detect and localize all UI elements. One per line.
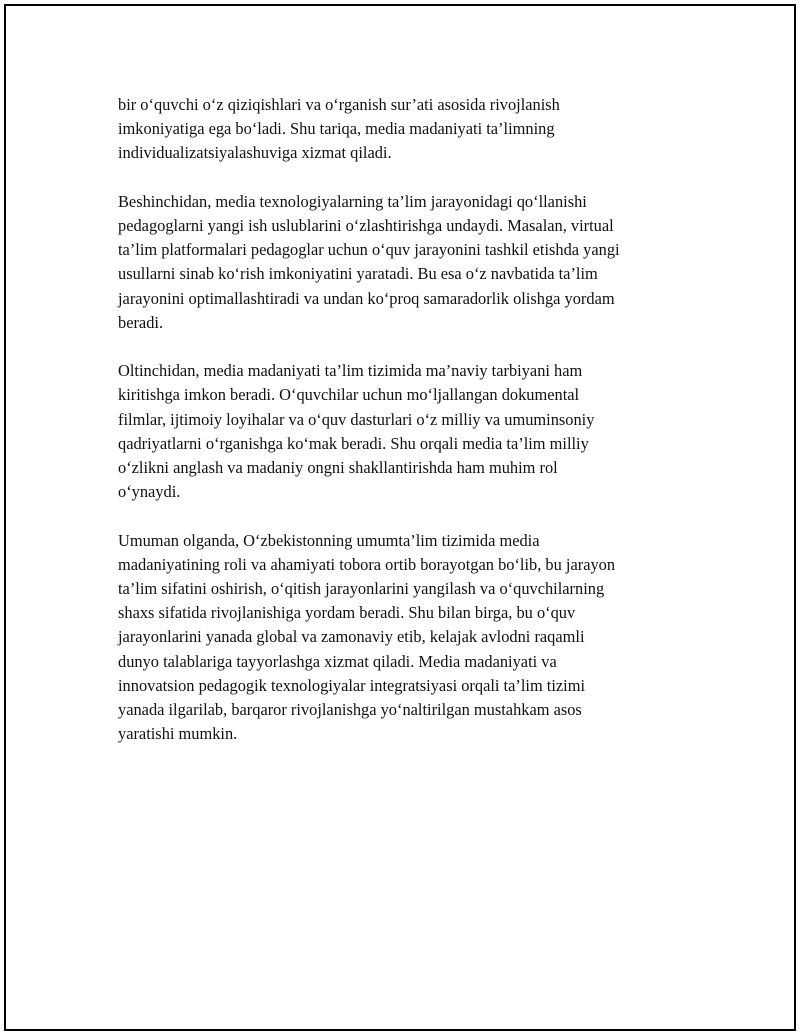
paragraph <box>118 529 693 747</box>
paragraph-line: pedagoglarni yangi ish uslublarini o‘zlashtirishga undaydi. Masalan, virtual <box>118 216 614 235</box>
paragraph-line: ta’lim platformalari pedagoglar uchun o‘quv jarayonini tashkil etishda yangi <box>118 240 620 260</box>
paragraph-line: innovatsion pedagogik texnologiyalar integratsiyasi orqali ta’lim tizimi <box>118 675 586 695</box>
paragraph-line: imkoniyatiga ega bo‘ladi. Shu tariqa, media madaniyati ta’limning <box>118 119 555 139</box>
paragraph-line: shaxs sifatida rivojlanishiga yordam beradi. Shu bilan birga, bu o‘quv <box>118 603 576 623</box>
paragraph-line: yaratishi mumkin. <box>118 724 238 744</box>
paragraph <box>118 93 693 166</box>
paragraph-line: o‘zlikni anglash va madaniy ongni shakllantirishda ham muhim rol <box>118 458 558 478</box>
paragraph-line: beradi. <box>118 312 164 332</box>
paragraph-line: dunyo talablariga tayyorlashga xizmat qiladi. Media madaniyati va <box>118 651 557 671</box>
paragraph-line: kiritishga imkon beradi. O‘quvchilar uchun mo‘ljallangan dokumental <box>118 385 580 405</box>
paragraph-line: jarayonini optimallashtiradi va undan ko‘proq samaradorlik olishga yordam <box>118 288 615 308</box>
paragraph-line: bir o‘quvchi o‘z qiziqishlari va o‘rganish sur’ati asosida rivojlanish <box>118 95 560 114</box>
paragraph-line: Beshinchidan, media texnologiyalarning ta’lim jarayonidagi qo‘llanishi <box>118 191 587 211</box>
document-body <box>118 93 693 771</box>
paragraph <box>118 190 693 335</box>
paragraph-line: madaniyatining roli va ahamiyati tobora ortib borayotgan bo‘lib, bu jarayon <box>118 554 616 574</box>
paragraph-line: usullarni sinab ko‘rish imkoniyatini yaratadi. Bu esa o‘z navbatida ta’lim <box>118 264 598 284</box>
paragraph-line: Oltinchidan, media madaniyati ta’lim tizimida ma’naviy tarbiyani ham <box>118 361 583 381</box>
paragraph-line: yanada ilgarilab, barqaror rivojlanishga yo‘naltirilgan mustahkam asos <box>118 700 582 720</box>
paragraph-line: Umuman olganda, O‘zbekistonning umumta’lim tizimida media <box>118 530 540 550</box>
paragraph-line: o‘ynaydi. <box>118 482 181 502</box>
paragraph-line: qadriyatlarni o‘rganishga ko‘mak beradi. Shu orqali media ta’lim milliy <box>118 433 589 453</box>
paragraph-line: filmlar, ijtimoiy loyihalar va o‘quv dasturlari o‘z milliy va umuminsoniy <box>118 409 595 429</box>
paragraph-line: individualizatsiyalashuviga xizmat qiladi. <box>118 143 392 163</box>
paragraph-line: ta’lim sifatini oshirish, o‘qitish jarayonlarini yangilash va o‘quvchilarning <box>118 579 605 599</box>
paragraph-line: jarayonlarini yanada global va zamonaviy etib, kelajak avlodni raqamli <box>118 627 585 647</box>
paragraph <box>118 359 693 504</box>
